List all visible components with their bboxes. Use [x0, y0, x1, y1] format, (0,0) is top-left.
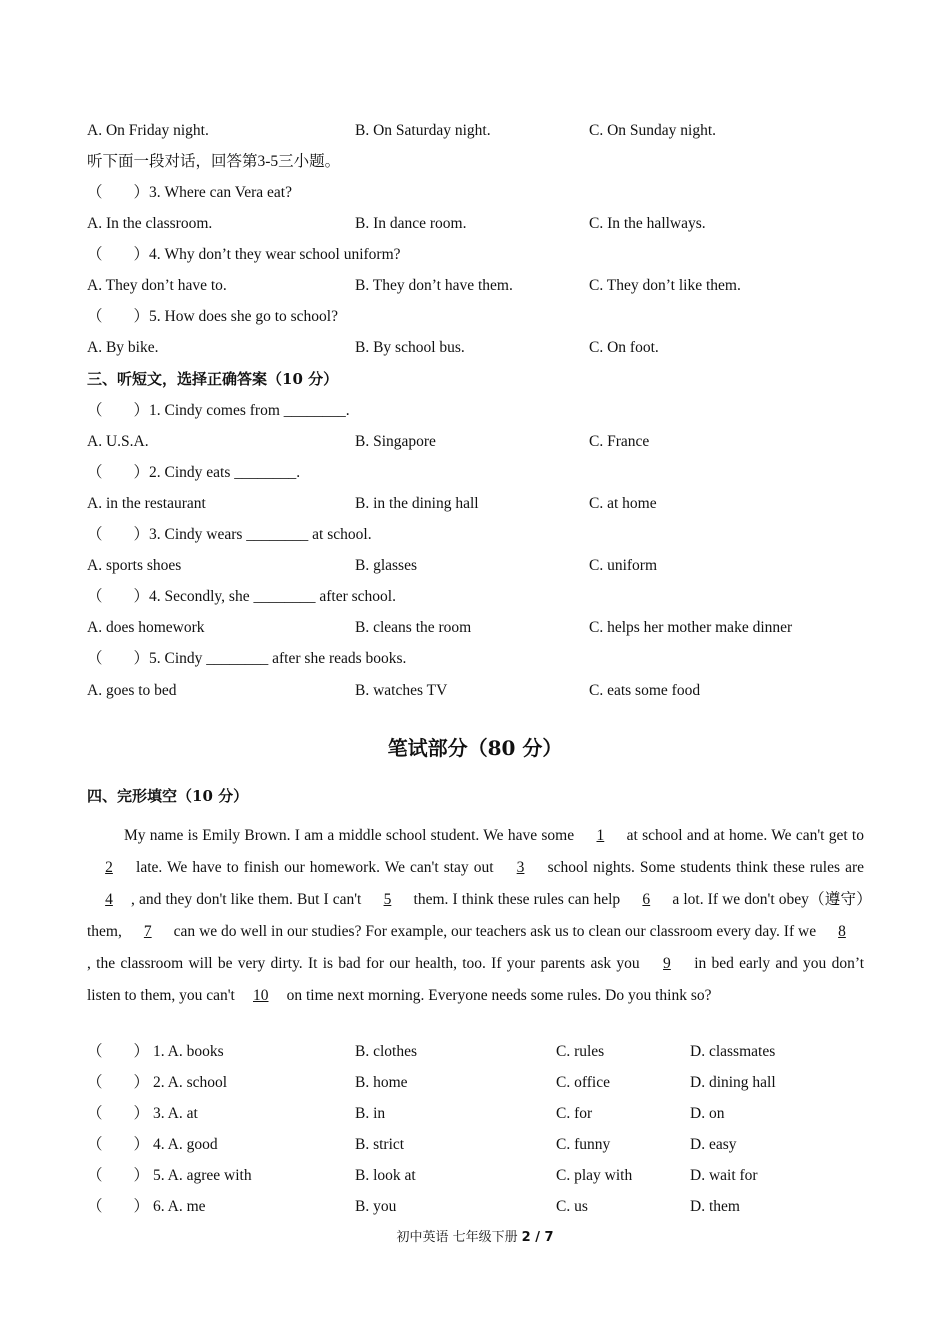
passage-text: late. We have to finish our homework. We can't stay out [131, 859, 499, 876]
passage-text: My name is Emily Brown. I am a middle school student. We have some [124, 827, 579, 844]
instruction-text: 听下面一段对话，回答第3-5三小题。 [87, 153, 341, 170]
option-b: B. glasses [355, 557, 417, 574]
question-stem: （ ）5. How does she go to school? [87, 308, 338, 325]
option-c: C. They don’t like them. [589, 277, 741, 294]
passage-text: , and they don't like them. But I can't [131, 891, 366, 908]
blank-number: 7 [143, 923, 152, 940]
option-c: C. at home [589, 495, 657, 512]
option-b: B. On Saturday night. [355, 122, 491, 139]
passage-text: , the classroom will be very dirty. It is bad for our health, too. If your parents ask you [87, 955, 645, 972]
blank-number: 8 [838, 923, 846, 940]
option-a: A. does homework [87, 619, 205, 636]
answer-paren: （ ） [87, 1167, 150, 1184]
option-b: B. They don’t have them. [355, 277, 513, 294]
option-a: 4. A. good [153, 1136, 218, 1153]
section-heading: 三、听短文，选择正确答案（10 分） [87, 370, 339, 388]
option-a: A. By bike. [87, 339, 159, 356]
option-b: B. in the dining hall [355, 495, 479, 512]
option-a: A. On Friday night. [87, 122, 209, 139]
question-stem: （ ）3. Cindy wears ________ at school. [87, 526, 372, 543]
option-b: B. Singapore [355, 433, 436, 450]
blank-number: 5 [383, 891, 392, 908]
option-c: C. for [556, 1105, 593, 1122]
question-stem: （ ）4. Secondly, she ________ after school. [87, 588, 396, 605]
option-b: B. watches TV [355, 682, 448, 699]
option-a: 6. A. me [153, 1198, 206, 1215]
blank-number: 9 [663, 955, 671, 972]
passage-text: them. I think these rules can help [409, 891, 625, 908]
passage-text: a lot. If we don't obey（遵守）them, [87, 891, 864, 940]
answer-paren: （ ） [87, 1105, 150, 1122]
answer-paren: （ ） [87, 1136, 150, 1153]
option-c: C. eats some food [589, 682, 701, 699]
option-b: B. you [355, 1198, 397, 1215]
answer-paren: （ ） [87, 1074, 150, 1091]
blank-number: 2 [105, 859, 113, 876]
option-a: A. sports shoes [87, 557, 182, 574]
blank-number: 3 [516, 859, 525, 876]
passage-text: school nights. Some students think these rules are [542, 859, 864, 876]
blank-number: 4 [105, 891, 113, 908]
option-c: C. office [556, 1074, 610, 1091]
option-c: C. helps her mother make dinner [589, 619, 793, 636]
part-title: 笔试部分（80 分） [387, 736, 563, 760]
answer-paren: （ ） [87, 1043, 150, 1060]
question-stem: （ ）4. Why don’t they wear school uniform? [87, 246, 401, 263]
question-stem: （ ）5. Cindy ________ after she reads books. [87, 650, 407, 667]
option-a: 3. A. at [153, 1105, 198, 1122]
passage-text: on time next morning. Everyone needs some rules. Do you think so? [282, 987, 712, 1004]
section-heading: 四、完形填空（10 分） [87, 787, 249, 805]
passage-text: in bed early and you don’t listen to them, you can't [87, 955, 865, 1004]
passage-text: at school and at home. We can't get to [622, 827, 864, 844]
option-c: C. funny [556, 1136, 611, 1153]
passage-text: can we do well in our studies? For example, our teachers ask us to clean our classroom every day. If we [169, 923, 820, 940]
option-d: D. dining hall [690, 1074, 776, 1091]
question-stem: （ ）2. Cindy eats ________. [87, 464, 301, 481]
option-c: C. On foot. [589, 339, 659, 356]
option-b: B. By school bus. [355, 339, 465, 356]
option-d: D. classmates [690, 1043, 776, 1060]
option-c: C. In the hallways. [589, 215, 706, 232]
option-a: A. in the restaurant [87, 495, 206, 512]
cloze-passage [87, 820, 864, 1012]
blank-number: 1 [596, 827, 605, 844]
option-d: D. easy [690, 1136, 737, 1153]
option-a: A. U.S.A. [87, 433, 149, 450]
option-d: D. on [690, 1105, 725, 1122]
blank-number: 6 [642, 891, 651, 908]
option-b: B. in [355, 1105, 386, 1122]
footer-text: 初中英语 七年级下册 [396, 1230, 518, 1245]
option-a: A. They don’t have to. [87, 277, 227, 294]
option-b: B. strict [355, 1136, 405, 1153]
option-b: B. clothes [355, 1043, 417, 1060]
option-b: B. In dance room. [355, 215, 467, 232]
option-c: C. France [589, 433, 650, 450]
option-a: 1. A. books [153, 1043, 224, 1060]
option-a: 5. A. agree with [153, 1167, 252, 1184]
option-c: C. us [556, 1198, 588, 1215]
option-b: B. look at [355, 1167, 416, 1184]
option-a: 2. A. school [153, 1074, 228, 1091]
option-d: D. wait for [690, 1167, 758, 1184]
option-b: B. home [355, 1074, 408, 1091]
option-a: A. goes to bed [87, 682, 177, 699]
option-d: D. them [690, 1198, 740, 1215]
answer-paren: （ ） [87, 1198, 150, 1215]
option-c: C. play with [556, 1167, 633, 1184]
option-c: C. rules [556, 1043, 605, 1060]
question-stem: （ ）3. Where can Vera eat? [87, 184, 292, 201]
option-c: C. uniform [589, 557, 658, 574]
option-b: B. cleans the room [355, 619, 472, 636]
page-number: 2 / 7 [521, 1230, 554, 1245]
option-c: C. On Sunday night. [589, 122, 717, 139]
question-stem: （ ）1. Cindy comes from ________. [87, 402, 350, 419]
page-footer [0, 1226, 950, 1245]
option-a: A. In the classroom. [87, 215, 213, 232]
blank-number: 10 [253, 987, 269, 1004]
